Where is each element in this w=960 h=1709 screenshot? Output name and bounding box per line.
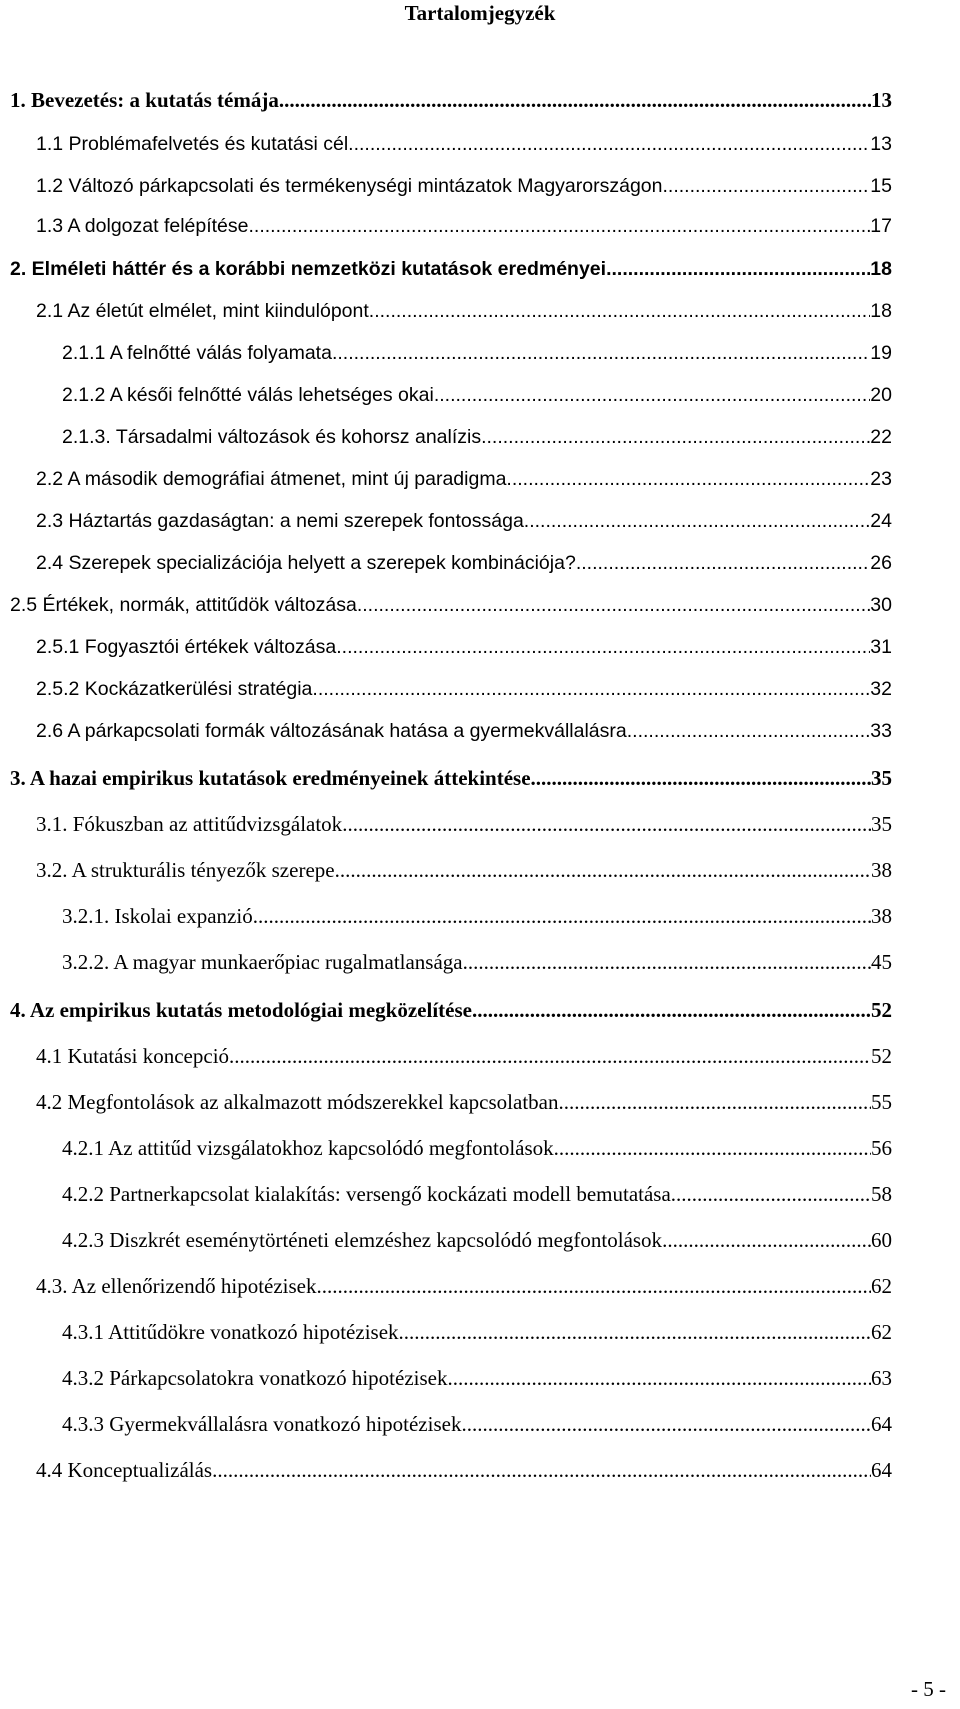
dot-leader — [531, 764, 871, 792]
dot-leader — [369, 297, 871, 325]
toc-entry-label: 4.2.3 Diszkrét eseménytörténeti elemzéshez kapcsolódó megfontolások — [62, 1228, 663, 1252]
toc-entry-label: 1.3 A dolgozat felépítése. — [36, 215, 254, 237]
toc-entry-page-number: 18 — [870, 300, 892, 322]
toc-entry-label: 4.3.1 Attitűdökre vonatkozó hipotézisek — [62, 1320, 399, 1344]
toc-entry[interactable] — [36, 507, 892, 535]
toc-entry[interactable] — [36, 297, 892, 325]
dot-leader — [336, 633, 870, 661]
toc-entry-label: 1. Bevezetés: a kutatás témája — [10, 88, 279, 112]
toc-entry[interactable] — [36, 633, 892, 661]
toc-entry-label: 4.2.2 Partnerkapcsolat kialakítás: versengő kockázati modell bemutatása — [62, 1182, 671, 1206]
toc-entry-label: 3.2. A strukturális tényezők szerepe — [36, 858, 335, 882]
toc-entry-page-number: 62 — [871, 1320, 892, 1344]
dot-leader — [472, 996, 871, 1024]
toc-entry[interactable] — [62, 381, 892, 409]
toc-entry-label: 4.3.2 Párkapcsolatokra vonatkozó hipotézisek — [62, 1366, 448, 1390]
toc-entry-page-number: 62 — [871, 1274, 892, 1298]
toc-entry[interactable] — [36, 810, 892, 838]
toc-entry-page-number: 60 — [871, 1228, 892, 1252]
toc-entry-page-number: 31 — [870, 636, 892, 658]
toc-entry-page-number: 26 — [870, 552, 892, 574]
dot-leader — [576, 549, 870, 577]
toc-entry-label: 2.1 Az életút elmélet, mint kiindulópont — [36, 300, 369, 322]
dot-leader — [447, 1364, 871, 1392]
toc-entry-page-number: 13 — [871, 88, 892, 112]
page-number-footer: - 5 - — [911, 1677, 946, 1701]
toc-entry-label: 1.2 Változó párkapcsolati és termékenységi mintázatok Magyarországon — [36, 175, 663, 197]
toc-entry-page-number: 55 — [871, 1090, 892, 1114]
toc-entry[interactable] — [36, 1042, 892, 1070]
toc-entry[interactable] — [10, 255, 892, 283]
toc-entry-label: 2. Elméleti háttér és a korábbi nemzetközi kutatások eredményei — [10, 258, 607, 280]
toc-entry-label: 4.1 Kutatási koncepció — [36, 1044, 230, 1068]
toc-entry-page-number: 58 — [871, 1182, 892, 1206]
toc-entry[interactable] — [36, 1088, 892, 1116]
toc-entry-label: 4.2.1 Az attitűd vizsgálatokhoz kapcsolódó megfontolások — [62, 1136, 554, 1160]
toc-entry-page-number: 32 — [870, 678, 892, 700]
toc-entry[interactable] — [62, 339, 892, 367]
dot-leader — [335, 856, 871, 884]
toc-entry-page-number: 22 — [870, 426, 892, 448]
toc-entry[interactable] — [10, 86, 892, 114]
toc-entry-page-number: 45 — [871, 950, 892, 974]
toc-entry[interactable] — [62, 1226, 892, 1254]
toc-entry[interactable] — [36, 212, 892, 240]
toc-entry-label: 2.1.2 A késői felnőtté válás lehetséges okai — [62, 384, 434, 406]
dot-leader — [461, 1410, 871, 1438]
toc-entry-label: 3.2.2. A magyar munkaerőpiac rugalmatlansága — [62, 950, 463, 974]
dot-leader — [606, 255, 870, 283]
dot-leader — [229, 1042, 871, 1070]
toc-entry-page-number: 13 — [870, 133, 892, 155]
dot-leader — [663, 172, 871, 200]
dot-leader — [317, 1272, 872, 1300]
toc-entry-page-number: 64 — [871, 1458, 892, 1482]
toc-entry-label: 2.5.1 Fogyasztói értékek változása — [36, 636, 337, 658]
toc-entry-page-number: 38 — [871, 904, 892, 928]
toc-entry-label: 4.2 Megfontolások az alkalmazott módszerekkel kapcsolatban — [36, 1090, 559, 1114]
toc-entry-label: 4.3. Az ellenőrizendő hipotézisek — [36, 1274, 317, 1298]
toc-entry-page-number: 38 — [871, 858, 892, 882]
dot-leader — [627, 717, 871, 745]
dot-leader — [559, 1088, 872, 1116]
toc-entry[interactable] — [10, 996, 892, 1024]
toc-entry-label: 2.5 Értékek, normák, attitűdök változása — [10, 594, 357, 616]
toc-entry-page-number: 35 — [871, 766, 892, 790]
dot-leader — [332, 339, 870, 367]
toc-entry[interactable] — [62, 1364, 892, 1392]
dot-leader — [671, 1180, 871, 1208]
toc-entry[interactable] — [36, 675, 892, 703]
dot-leader — [279, 86, 871, 114]
toc-entry-page-number: 64 — [871, 1412, 892, 1436]
dot-leader — [524, 507, 871, 535]
toc-entry-label: 2.6 A párkapcsolati formák változásának hatása a gyermekvállalásra — [36, 720, 627, 742]
toc-entry-page-number: 35 — [871, 812, 892, 836]
toc-entry[interactable] — [62, 902, 892, 930]
toc-entry[interactable] — [62, 1180, 892, 1208]
toc-entry-label: 4.3.3 Gyermekvállalásra vonatkozó hipotézisek — [62, 1412, 462, 1436]
dot-leader — [254, 212, 870, 240]
toc-entry-page-number: 56 — [871, 1136, 892, 1160]
dot-leader — [342, 810, 871, 838]
toc-entry-page-number: 63 — [871, 1366, 892, 1390]
toc-entry-label: 2.2 A második demográfiai átmenet, mint új paradigma — [36, 468, 507, 490]
toc-entry-page-number: 52 — [871, 1044, 892, 1068]
toc-entry[interactable] — [36, 1456, 892, 1484]
toc-entry-label: 2.1.3. Társadalmi változások és kohorsz analízis — [62, 426, 482, 448]
dot-leader — [312, 675, 870, 703]
toc-entry[interactable] — [62, 948, 892, 976]
toc-entry[interactable] — [36, 130, 892, 158]
toc-entry-page-number: 18 — [870, 258, 892, 280]
page-title: Tartalomjegyzék — [404, 1, 556, 25]
dot-leader — [399, 1318, 871, 1346]
toc-entry-page-number: 17 — [870, 215, 892, 237]
toc-entry-label: 3.2.1. Iskolai expanzió — [62, 904, 253, 928]
toc-entry-page-number: 30 — [870, 594, 892, 616]
dot-leader — [481, 423, 870, 451]
toc-entry-page-number: 52 — [871, 998, 892, 1022]
toc-entry-label: 4. Az empirikus kutatás metodológiai megközelítése — [10, 998, 472, 1022]
toc-entry[interactable] — [36, 549, 892, 577]
toc-entry-label: 2.3 Háztartás gazdaságtan: a nemi szerepek fontossága — [36, 510, 524, 532]
toc-entry[interactable] — [36, 172, 892, 200]
dot-leader — [463, 948, 871, 976]
toc-entry-page-number: 24 — [870, 510, 892, 532]
toc-entry-label: 1.1 Problémafelvetés és kutatási cél. — [36, 133, 354, 155]
dot-leader — [357, 591, 870, 619]
dot-leader — [554, 1134, 871, 1162]
toc-entry-page-number: 23 — [870, 468, 892, 490]
toc-entry[interactable] — [62, 1410, 892, 1438]
toc-entry[interactable] — [36, 856, 892, 884]
toc-entry[interactable] — [10, 591, 892, 619]
toc-entry-page-number: 20 — [870, 384, 892, 406]
toc-entry-page-number: 19 — [870, 342, 892, 364]
toc-entry-page-number: 15 — [870, 175, 892, 197]
toc-entry[interactable] — [62, 1318, 892, 1346]
dot-leader — [212, 1456, 871, 1484]
toc-entry-label: 4.4 Konceptualizálás — [36, 1458, 213, 1482]
toc-entry[interactable] — [36, 1272, 892, 1300]
dot-leader — [253, 902, 871, 930]
toc-entry-page-number: 33 — [870, 720, 892, 742]
dot-leader — [506, 465, 870, 493]
toc-entry-label: 3. A hazai empirikus kutatások eredményeinek áttekintése — [10, 766, 531, 790]
toc-entry-label: 3.1. Fókuszban az attitűdvizsgálatok — [36, 812, 343, 836]
toc-entry[interactable] — [62, 1134, 892, 1162]
dot-leader — [662, 1226, 871, 1254]
dot-leader — [354, 130, 871, 158]
toc-entry[interactable] — [36, 465, 892, 493]
toc-entry-label: 2.1.1 A felnőtté válás folyamata — [62, 342, 332, 364]
toc-entry-label: 2.5.2 Kockázatkerülési stratégia — [36, 678, 313, 700]
toc-entry[interactable] — [62, 423, 892, 451]
toc-entry-label: 2.4 Szerepek specializációja helyett a szerepek kombinációja? — [36, 552, 576, 574]
dot-leader — [434, 381, 870, 409]
toc-entry[interactable] — [10, 764, 892, 792]
toc-entry[interactable] — [36, 717, 892, 745]
